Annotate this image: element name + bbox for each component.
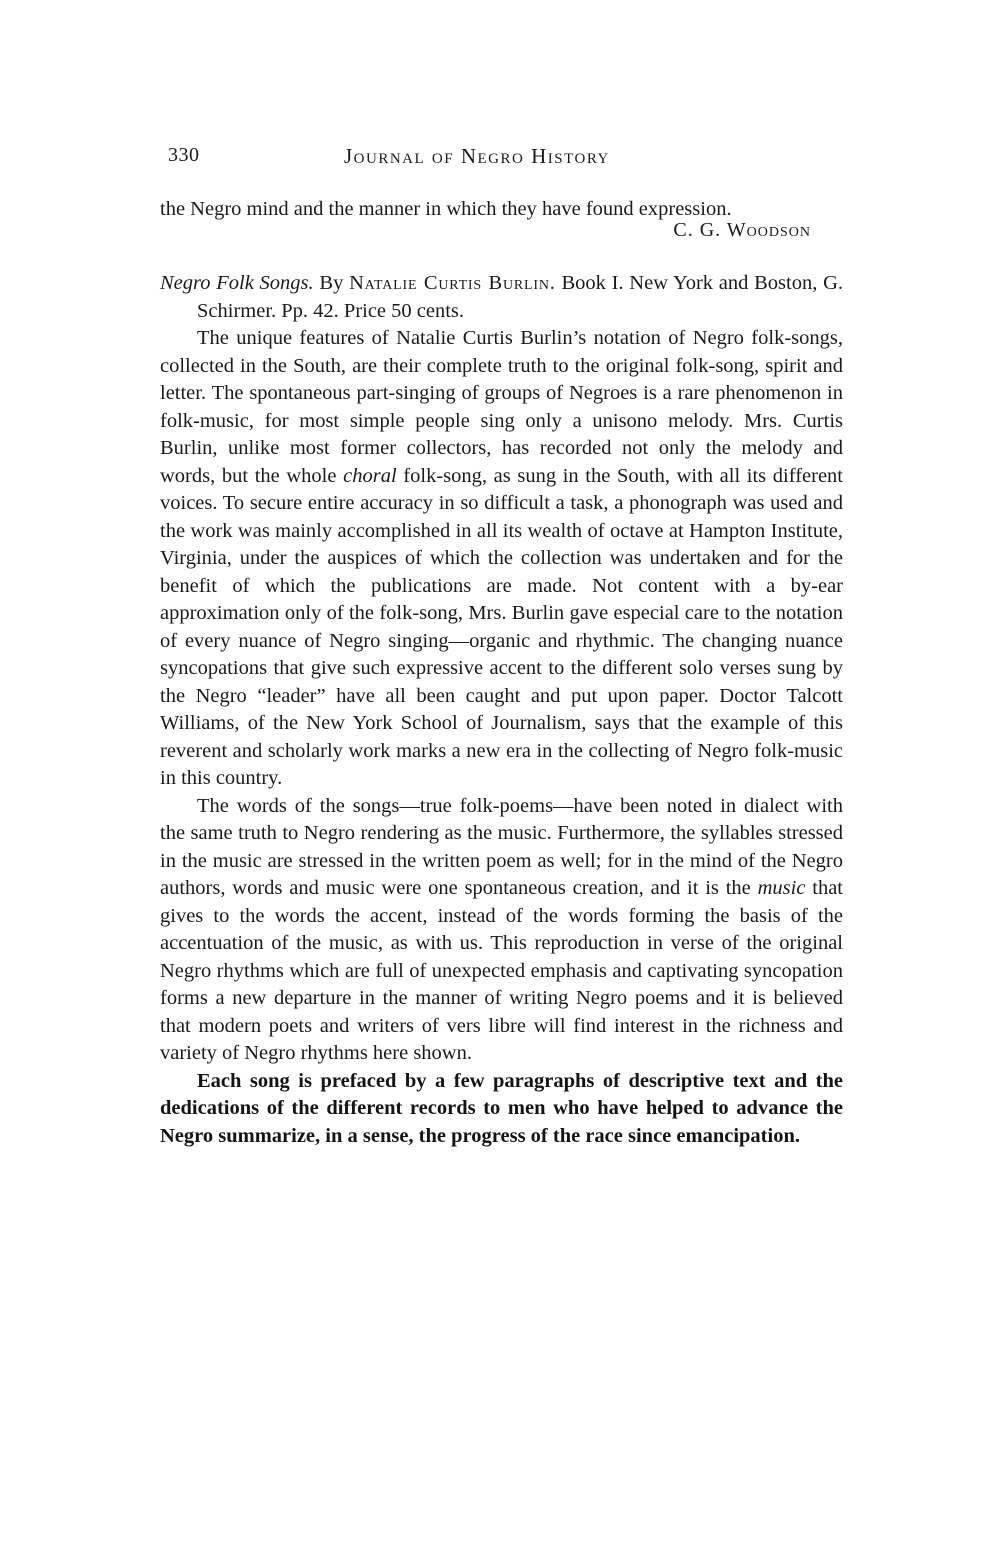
paragraph-2-italic: music bbox=[757, 877, 806, 899]
review-citation bbox=[160, 270, 843, 325]
paragraph-1-text: The unique features of Natalie Curtis Burlin’s notation of Negro folk-songs, collected in the South, are their complete truth to the original folk-song, spirit and letter. The spontaneous part-singing of groups of Negroes is a rare phenomenon in folk-music, for most simple people sing only a unisono melody. Mrs. Curtis Burlin, unlike most former collectors, has recorded not only the melody and words, but the whole bbox=[160, 327, 843, 487]
book-title: Negro Folk Songs. bbox=[160, 272, 314, 294]
page-number: 330 bbox=[168, 144, 200, 166]
paragraph-2-text: The words of the songs—true folk-poems—have been noted in dialect with the same truth to Negro rendering as the music. Furthermore, the syllables stressed in the music are stressed in the written poem as well; for in the mind of the Negro authors, words and music were one spontaneous creation, and it is the bbox=[160, 794, 843, 899]
by-label: By bbox=[319, 272, 344, 294]
previous-review-closing: the Negro mind and the manner in which they have found expression. bbox=[160, 198, 732, 220]
paragraph-1-rest: folk-song, as sung in the South, with all its different voices. To secure entire accuracy in so difficult a task, a phonograph was used and the work was mainly accomplished in all its wealth of octave at Hampton Institute, Virginia, under the auspices of which the collection was undertaken and for the benefit of which the publications are made. Not content with a by-ear approximation only of the folk-song, Mrs. Burlin gave especial care to the notation of every nuance of Negro singing—organic and rhythmic. The changing nuance syncopations that give such expressive accent to the different solo verses sung by the Negro “leader” have all been caught and put upon paper. Doctor Talcott Williams, of the New York School of Journalism, says that the example of this reverent and scholarly work marks a new era in the collecting of Negro folk-music in this country. bbox=[160, 464, 843, 789]
book-details: Book I. New York and Boston, G. Schirmer. Pp. 42. Price 50 cents. bbox=[197, 272, 844, 322]
paragraph-2-rest: that gives to the words the accent, instead of the words forming the basis of the accentuation of the music, as with us. This reproduction in verse of the original Negro rhythms which are full of unexpected emphasis and captivating syncopation forms a new departure in the manner of writing Negro poems and it is believed that modern poets and writers of vers libre will find interest in the richness and variety of Negro rhythms here shown. bbox=[160, 877, 844, 1064]
review-paragraph-1 bbox=[160, 325, 843, 793]
journal-page bbox=[160, 140, 843, 1150]
review-paragraph-2 bbox=[160, 793, 843, 1068]
review-paragraph-3: Each song is prefaced by a few paragraphs of descriptive text and the dedications of the different records to men who have helped to advance the Negro summarize, in a sense, the progress of the race since emancipation. bbox=[160, 1069, 843, 1147]
running-head bbox=[160, 140, 843, 174]
reviewer-signature: C. G. Woodson bbox=[673, 218, 811, 241]
paragraph-1-italic: choral bbox=[343, 464, 397, 487]
journal-title: Journal of Negro History bbox=[344, 144, 610, 168]
book-author: Natalie Curtis Burlin. bbox=[349, 272, 556, 294]
